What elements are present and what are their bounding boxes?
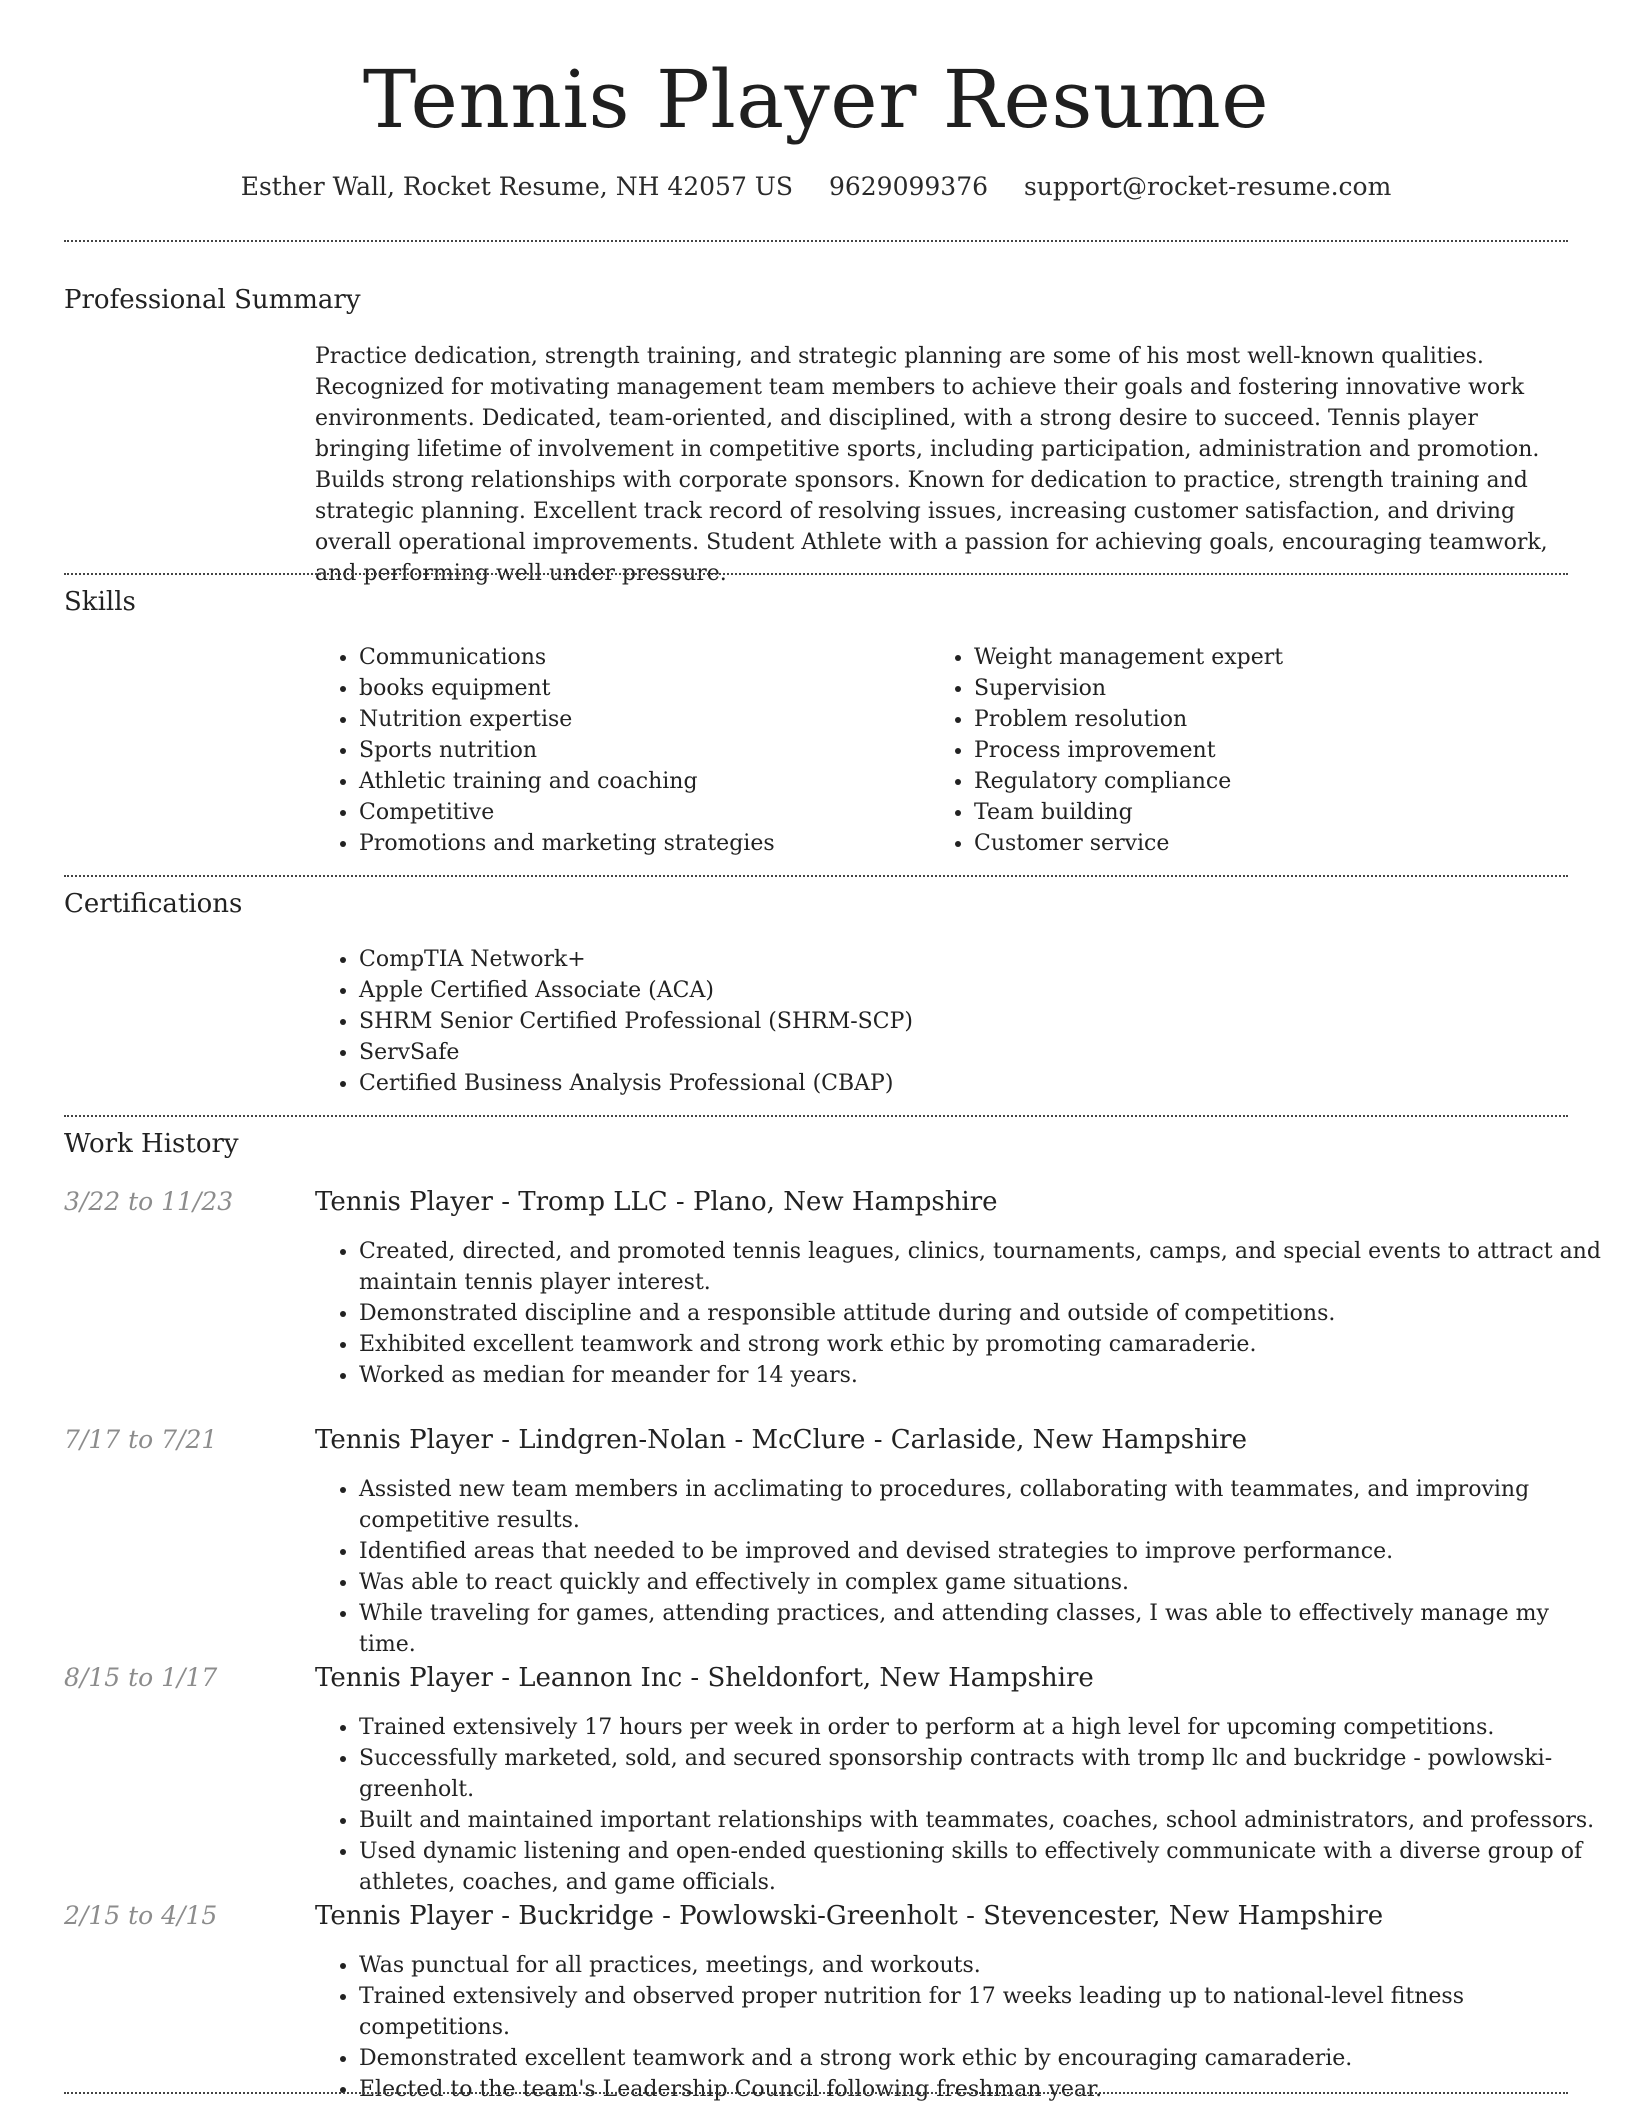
job-bullet: • Built and maintained important relationships with teammates, coaches, school administrators, and professors. bbox=[359, 1805, 1612, 1836]
contact-line bbox=[0, 170, 1632, 204]
divider bbox=[64, 1115, 1568, 1117]
job-dates: 8/15 to 1/17 bbox=[64, 1663, 218, 1692]
skills-list-right bbox=[930, 642, 1574, 859]
skill-item: • Customer service bbox=[974, 828, 1574, 859]
skill-item: • Communications bbox=[359, 642, 919, 673]
certifications-heading: Certifications bbox=[64, 889, 243, 919]
skill-item: • books equipment bbox=[359, 673, 919, 704]
divider bbox=[64, 240, 1568, 242]
job-bullet: • Identified areas that needed to be improved and devised strategies to improve performance. bbox=[359, 1536, 1612, 1567]
certification-item: • CompTIA Network+ bbox=[359, 944, 1359, 975]
skill-item: • Athletic training and coaching bbox=[359, 766, 919, 797]
skills-list-left bbox=[315, 642, 919, 859]
divider bbox=[64, 573, 1568, 575]
divider bbox=[64, 875, 1568, 877]
job-bullet: • Created, directed, and promoted tennis leagues, clinics, tournaments, camps, and special events to attract and maintain tennis player interest. bbox=[359, 1236, 1612, 1298]
certification-item: • ServSafe bbox=[359, 1037, 1359, 1068]
job-bullet: • Exhibited excellent teamwork and strong work ethic by promoting camaraderie. bbox=[359, 1329, 1612, 1360]
job-title: Tennis Player - Lindgren-Nolan - McClure - Carlaside, New Hampshire bbox=[315, 1425, 1247, 1455]
job-bullet: • Demonstrated discipline and a responsible attitude during and outside of competitions. bbox=[359, 1298, 1612, 1329]
job-title: Tennis Player - Buckridge - Powlowski-Greenholt - Stevencester, New Hampshire bbox=[315, 1901, 1384, 1931]
summary-heading: Professional Summary bbox=[64, 285, 361, 315]
contact-email: support@rocket-resume.com bbox=[1023, 172, 1392, 201]
job-bullets bbox=[315, 1236, 1612, 1391]
skill-item: • Process improvement bbox=[974, 735, 1574, 766]
certification-item: • Apple Certified Associate (ACA) bbox=[359, 975, 1359, 1006]
job-title: Tennis Player - Tromp LLC - Plano, New Hampshire bbox=[315, 1187, 998, 1217]
job-bullet: • Elected to the team's Leadership Council following freshman year. bbox=[359, 2074, 1612, 2105]
contact-address: Esther Wall, Rocket Resume, NH 42057 US bbox=[240, 172, 793, 201]
skill-item: • Problem resolution bbox=[974, 704, 1574, 735]
job-bullets bbox=[315, 1474, 1612, 1660]
job-bullets bbox=[315, 1712, 1612, 1898]
divider bbox=[64, 2092, 1568, 2094]
job-title: Tennis Player - Leannon Inc - Sheldonfort, New Hampshire bbox=[315, 1663, 1094, 1693]
job-dates: 3/22 to 11/23 bbox=[64, 1187, 234, 1216]
skill-item: • Team building bbox=[974, 797, 1574, 828]
job-bullet: • Successfully marketed, sold, and secured sponsorship contracts with tromp llc and buckridge - powlowski-greenholt. bbox=[359, 1743, 1612, 1805]
certification-item: • SHRM Senior Certified Professional (SHRM-SCP) bbox=[359, 1006, 1359, 1037]
job-bullet: • Was punctual for all practices, meetings, and workouts. bbox=[359, 1950, 1612, 1981]
certifications-list bbox=[315, 944, 1359, 1099]
skill-item: • Weight management expert bbox=[974, 642, 1574, 673]
skill-item: • Promotions and marketing strategies bbox=[359, 828, 919, 859]
skill-item: • Supervision bbox=[974, 673, 1574, 704]
certification-item: • Certified Business Analysis Professional (CBAP) bbox=[359, 1068, 1359, 1099]
job-bullet: • Trained extensively 17 hours per week in order to perform at a high level for upcoming competitions. bbox=[359, 1712, 1612, 1743]
job-bullet: • While traveling for games, attending practices, and attending classes, I was able to effectively manage my time. bbox=[359, 1598, 1612, 1660]
job-dates: 7/17 to 7/21 bbox=[64, 1425, 218, 1454]
skill-item: • Competitive bbox=[359, 797, 919, 828]
job-bullet: • Trained extensively and observed proper nutrition for 17 weeks leading up to national-level fitness competitions. bbox=[359, 1981, 1612, 2043]
job-bullet: • Assisted new team members in acclimating to procedures, collaborating with teammates, and improving competitive results. bbox=[359, 1474, 1612, 1536]
skill-item: • Sports nutrition bbox=[359, 735, 919, 766]
skills-heading: Skills bbox=[64, 587, 136, 617]
skill-item: • Regulatory compliance bbox=[974, 766, 1574, 797]
job-dates: 2/15 to 4/15 bbox=[64, 1901, 218, 1930]
job-bullet: • Worked as median for meander for 14 years. bbox=[359, 1360, 1612, 1391]
job-bullet: • Was able to react quickly and effectively in complex game situations. bbox=[359, 1567, 1612, 1598]
job-bullets bbox=[315, 1950, 1612, 2105]
summary-text: Practice dedication, strength training, and strategic planning are some of his most well-known qualities. Recognized for motivating management team members to achieve their goals and fostering innovative work environments. Dedicated, team-oriented, and disciplined, with a strong desire to succeed. Tennis player bringing lifetime of involvement in competitive sports, including participation, administration and promotion. Builds strong relationships with corporate sponsors. Known for dedication to practice, strength training and strategic planning. Excellent track record of resolving issues, increasing customer satisfaction, and driving overall operational improvements. Student Athlete with a passion for achieving goals, encouraging teamwork, and performing well under pressure. bbox=[315, 344, 1548, 586]
skill-item: • Nutrition expertise bbox=[359, 704, 919, 735]
resume-title: Tennis Player Resume bbox=[362, 53, 1270, 146]
contact-phone: 9629099376 bbox=[828, 172, 989, 201]
job-bullet: • Demonstrated excellent teamwork and a strong work ethic by encouraging camaraderie. bbox=[359, 2043, 1612, 2074]
job-bullet: • Used dynamic listening and open-ended questioning skills to effectively communicate with a diverse group of athletes, coaches, and game officials. bbox=[359, 1836, 1612, 1898]
work-history-heading: Work History bbox=[64, 1129, 239, 1159]
